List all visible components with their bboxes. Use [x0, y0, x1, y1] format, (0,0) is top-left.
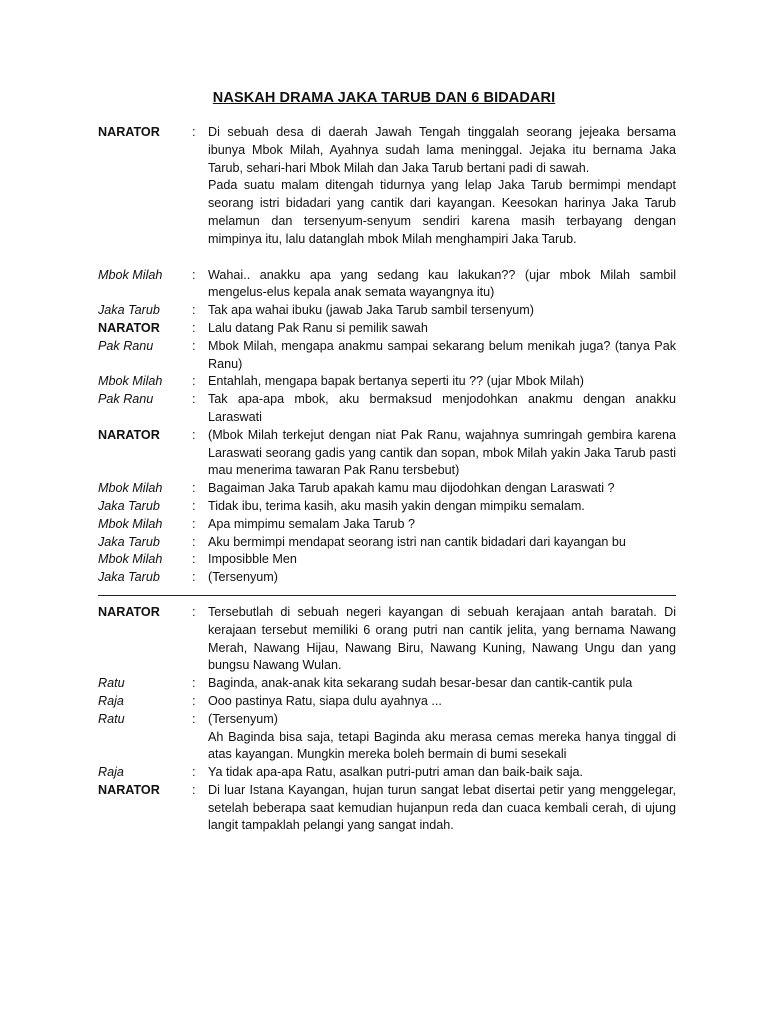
dialogue-text — [208, 391, 676, 427]
dialogue-paragraph: Tersebutlah di sebuah negeri kayangan di sebuah kerajaan antah baratah. Di kerajaan tersebut memiliki 6 orang putri nan cantik jelita, yang bernama Nawang Merah, Nawang Hijau, Nawang Biru, Nawang Kuning, Nawang Ungu dan yang bungsu Nawang Wulan. — [208, 604, 676, 673]
speaker-colon: : — [192, 125, 196, 139]
script-line — [98, 764, 676, 782]
dialogue-text — [208, 516, 676, 534]
speaker-name: NARATOR — [98, 604, 160, 619]
dialogue-paragraph: (Mbok Milah terkejut dengan niat Pak Ranu, wajahnya sumringah gembira karena Laraswati seorang gadis yang cantik dan sopan, mbok Milah yakin Jaka Tarub pasti mau menerima tawaran Pak Ranu tersbebut) — [208, 427, 676, 478]
script-line — [98, 267, 676, 303]
speaker-colon: : — [192, 711, 196, 726]
dialogue-paragraph: Pada suatu malam ditengah tidurnya yang lelap Jaka Tarub bermimpi mendapt seorang istri bidadari yang cantik dari kayangan. Keesokan harinya Jaka Tarub melamun dan tersenyum-senyum sendiri karena masih terbayang dengan mimpinya itu, lalu datanglah mbok Milah menghampiri Jaka Tarub. — [208, 178, 676, 246]
dialogue-paragraph: Ah Baginda bisa saja, tetapi Baginda aku merasa cemas mereka hanya tinggal di atas kayangan. Mungkin mereka boleh bermain di bumi sesekali — [208, 729, 676, 762]
speaker-colon: : — [192, 516, 196, 531]
speaker-name: Raja — [98, 765, 124, 780]
script-line — [98, 373, 676, 391]
dialogue-paragraph: Ya tidak apa-apa Ratu, asalkan putri-putri aman dan baik-baik saja. — [208, 765, 583, 780]
speaker-name: NARATOR — [98, 782, 160, 797]
speaker-colon: : — [192, 338, 196, 353]
dialogue-paragraph: Bagaiman Jaka Tarub apakah kamu mau dijodohkan dengan Laraswati ? — [208, 481, 615, 496]
script-line — [98, 675, 676, 693]
speaker-name: Jaka Tarub — [98, 303, 160, 318]
script-line — [98, 693, 676, 711]
script-line — [98, 302, 676, 320]
script-line — [98, 516, 676, 534]
dialogue-text — [208, 782, 676, 835]
speaker-colon: : — [192, 534, 196, 549]
dialogue-text — [208, 675, 676, 693]
script-line — [98, 391, 676, 427]
dialogue-text — [208, 373, 676, 391]
script-line — [98, 551, 676, 569]
dialogue-text — [208, 480, 676, 498]
dialogue-text — [208, 764, 676, 782]
dialogue-text — [208, 267, 676, 303]
speaker-colon: : — [192, 552, 196, 567]
script-line — [98, 569, 676, 587]
dialogue-paragraph: Imposibble Men — [208, 552, 297, 567]
speaker-colon: : — [192, 693, 196, 708]
dialogue-paragraph: Di sebuah desa di daerah Jawah Tengah tinggalah seorang jejeaka bersama ibunya Mbok Milah, Ayahnya sudah lama meninggal. Jejaka itu bernama Jaka Tarub, sehari-hari Mbok Milah dan Jaka Tarub bertani padi di sawah. — [208, 125, 676, 175]
dialogue-text — [208, 338, 676, 374]
speaker-colon: : — [192, 765, 196, 780]
dialogue-paragraph: Baginda, anak-anak kita sekarang sudah besar-besar dan cantik-cantik pula — [208, 676, 633, 691]
speaker-colon: : — [192, 604, 196, 619]
section-gap — [98, 249, 676, 267]
dialogue-paragraph: (Tersenyum) — [208, 711, 278, 726]
script-line — [98, 604, 676, 675]
script-line — [98, 320, 676, 338]
dialogue-paragraph: Lalu datang Pak Ranu si pemilik sawah — [208, 320, 428, 335]
speaker-colon: : — [192, 782, 196, 797]
speaker-name: Mbok Milah — [98, 552, 163, 567]
speaker-name: Mbok Milah — [98, 374, 163, 389]
dialogue-text — [208, 124, 676, 249]
speaker-colon: : — [192, 481, 196, 496]
speaker-name: Jaka Tarub — [98, 498, 160, 513]
dialogue-text — [208, 604, 676, 675]
speaker-name: Pak Ranu — [98, 392, 154, 407]
dialogue-paragraph: Aku bermimpi mendapat seorang istri nan cantik bidadari dari kayangan bu — [208, 534, 626, 549]
dialogue-paragraph: Ooo pastinya Ratu, siapa dulu ayahnya ... — [208, 693, 442, 708]
dialogue-paragraph: Entahlah, mengapa bapak bertanya seperti itu ?? (ujar Mbok Milah) — [208, 374, 584, 389]
dialogue-paragraph: Mbok Milah, mengapa anakmu sampai sekarang belum menikah juga? (tanya Pak Ranu) — [208, 338, 676, 371]
speaker-colon: : — [192, 392, 196, 407]
speaker-colon: : — [192, 498, 196, 513]
script-body — [98, 124, 676, 835]
speaker-colon: : — [192, 676, 196, 691]
speaker-name: Mbok Milah — [98, 516, 163, 531]
speaker-colon: : — [192, 427, 196, 442]
dialogue-text — [208, 534, 676, 552]
speaker-name: NARATOR — [98, 125, 160, 139]
speaker-colon: : — [192, 570, 196, 585]
dialogue-text — [208, 693, 676, 711]
speaker-name: Ratu — [98, 676, 125, 691]
dialogue-text — [208, 302, 676, 320]
dialogue-text — [208, 320, 676, 338]
dialogue-paragraph: (Tersenyum) — [208, 570, 278, 585]
dialogue-text — [208, 551, 676, 569]
script-line — [98, 498, 676, 516]
script-line — [98, 711, 676, 764]
speaker-name: Jaka Tarub — [98, 570, 160, 585]
speaker-colon: : — [192, 374, 196, 389]
dialogue-paragraph: Tidak ibu, terima kasih, aku masih yakin dengan mimpiku semalam. — [208, 498, 585, 513]
dialogue-paragraph: Tak apa wahai ibuku (jawab Jaka Tarub sambil tersenyum) — [208, 303, 534, 318]
dialogue-paragraph: Apa mimpimu semalam Jaka Tarub ? — [208, 516, 415, 531]
speaker-name: Mbok Milah — [98, 481, 163, 496]
dialogue-text — [208, 498, 676, 516]
dialogue-text — [208, 711, 676, 764]
scene-divider — [98, 595, 676, 596]
speaker-name: NARATOR — [98, 427, 160, 442]
speaker-colon: : — [192, 303, 196, 318]
speaker-name: Jaka Tarub — [98, 534, 160, 549]
script-line — [98, 480, 676, 498]
speaker-name: Pak Ranu — [98, 338, 154, 353]
speaker-name: Raja — [98, 693, 124, 708]
script-line — [98, 124, 676, 249]
dialogue-paragraph: Tak apa-apa mbok, aku bermaksud menjodohkan anakmu dengan anakku Laraswati — [208, 392, 676, 424]
speaker-colon: : — [192, 267, 196, 282]
speaker-name: Ratu — [98, 711, 125, 726]
dialogue-paragraph: Wahai.. anakku apa yang sedang kau lakukan?? (ujar mbok Milah sambil mengelus-elus kepala anak semata wayangnya itu) — [208, 267, 676, 300]
dialogue-text — [208, 569, 676, 587]
dialogue-text — [208, 427, 676, 480]
script-line — [98, 534, 676, 552]
script-line — [98, 782, 676, 835]
speaker-name: Mbok Milah — [98, 267, 163, 282]
page-title: NASKAH DRAMA JAKA TARUB DAN 6 BIDADARI — [212, 90, 556, 106]
speaker-colon: : — [192, 320, 196, 335]
dialogue-paragraph: Di luar Istana Kayangan, hujan turun sangat lebat disertai petir yang menggelegar, setelah beberapa saat kemudian hujanpun reda dan cuaca kembali cerah, di ujung langit tampaklah pelangi yang sangat indah. — [208, 782, 676, 833]
script-line — [98, 427, 676, 480]
script-line — [98, 338, 676, 374]
speaker-name: NARATOR — [98, 320, 160, 335]
